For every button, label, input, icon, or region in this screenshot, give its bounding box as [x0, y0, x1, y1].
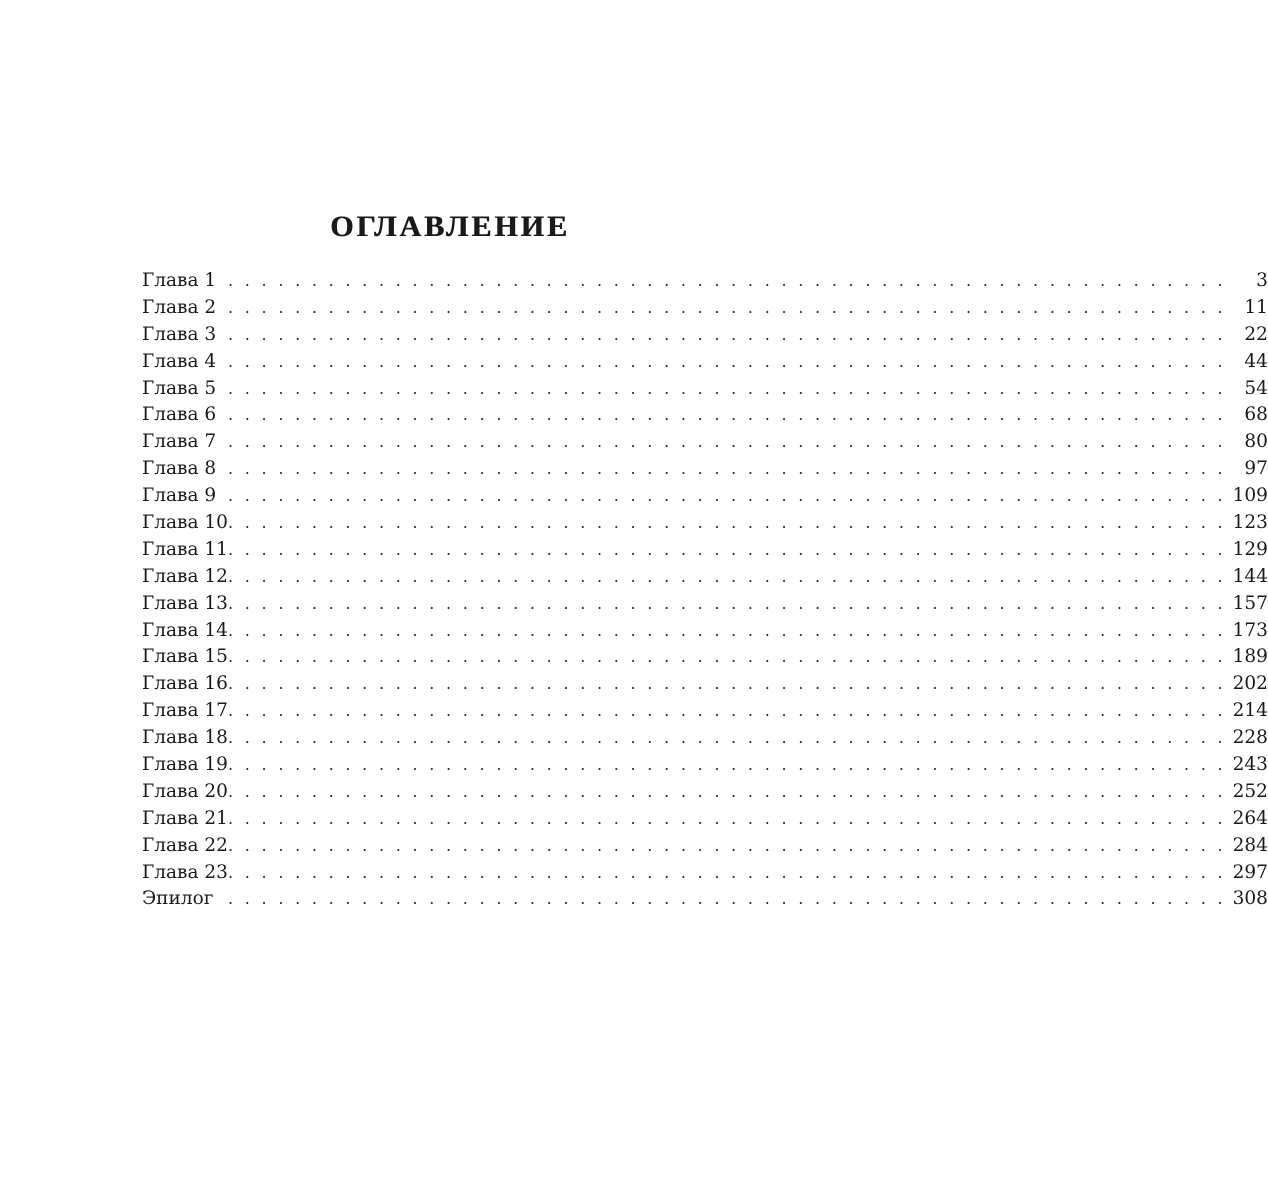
toc-entry — [142, 698, 1268, 725]
toc-entry — [142, 429, 1268, 456]
dot-leader: . . . . . . . . . . . . . . . . . . . . . . . . . . . . . . . . . . . . . . . . . . . . . . . . . . . . . . . . . . . . — [228, 324, 1226, 344]
dot-leader: . . . . . . . . . . . . . . . . . . . . . . . . . . . . . . . . . . . . . . . . . . . . . . . . . . . . . . . . . . . . — [228, 835, 1226, 855]
toc-entry-label: Глава 3 — [142, 323, 217, 345]
toc-entry-page-number: 189 — [1232, 646, 1268, 668]
toc-entry-page-number: 80 — [1244, 431, 1268, 453]
toc-entry — [142, 725, 1268, 752]
toc-entry — [142, 671, 1268, 698]
toc-entry — [142, 860, 1268, 887]
toc-entry — [142, 537, 1268, 564]
toc-entry — [142, 806, 1268, 833]
dot-leader: . . . . . . . . . . . . . . . . . . . . . . . . . . . . . . . . . . . . . . . . . . . . . . . . . . . . . . . . . . . . — [228, 378, 1226, 398]
toc-entry — [142, 886, 1268, 913]
toc-entry-page-number: 252 — [1232, 780, 1268, 802]
dot-leader: . . . . . . . . . . . . . . . . . . . . . . . . . . . . . . . . . . . . . . . . . . . . . . . . . . . . . . . . . . . . — [228, 781, 1226, 801]
dot-leader: . . . . . . . . . . . . . . . . . . . . . . . . . . . . . . . . . . . . . . . . . . . . . . . . . . . . . . . . . . . . — [228, 566, 1226, 586]
toc-entry-label: Глава 12 — [142, 565, 228, 587]
toc-entry-label: Глава 9 — [142, 485, 217, 507]
toc-entry — [142, 833, 1268, 860]
toc-entry-page-number: 3 — [1256, 270, 1268, 291]
toc-entry-label: Глава 21 — [142, 807, 228, 829]
toc-entry-page-number: 228 — [1232, 727, 1268, 749]
toc-entry-page-number: 157 — [1232, 592, 1268, 614]
dot-leader: . . . . . . . . . . . . . . . . . . . . . . . . . . . . . . . . . . . . . . . . . . . . . . . . . . . . . . . . . . . . — [228, 432, 1226, 452]
toc-entry-page-number: 144 — [1232, 565, 1268, 587]
page-title: ОГЛАВЛЕНИЕ — [330, 210, 570, 243]
toc-entry — [142, 322, 1268, 349]
toc-entry — [142, 591, 1268, 618]
toc-entry-page-number: 129 — [1232, 538, 1268, 560]
toc-entry-page-number: 264 — [1232, 807, 1268, 829]
toc-entry — [142, 268, 1268, 295]
toc-entry-page-number: 22 — [1244, 323, 1268, 345]
dot-leader: . . . . . . . . . . . . . . . . . . . . . . . . . . . . . . . . . . . . . . . . . . . . . . . . . . . . . . . . . . . . — [228, 889, 1226, 909]
toc-entry-label: Глава 16 — [142, 673, 228, 695]
toc-entry — [142, 510, 1268, 537]
toc-entry-label: Эпилог — [142, 888, 214, 910]
toc-entry-label: Глава 5 — [142, 377, 217, 399]
toc-entry-page-number: 284 — [1232, 834, 1268, 856]
toc-entry-page-number: 97 — [1244, 458, 1268, 480]
toc-entry-page-number: 202 — [1232, 673, 1268, 695]
toc-entry — [142, 779, 1268, 806]
dot-leader: . . . . . . . . . . . . . . . . . . . . . . . . . . . . . . . . . . . . . . . . . . . . . . . . . . . . . . . . . . . . — [228, 351, 1226, 371]
toc-entry — [142, 376, 1268, 403]
toc-entry-label: Глава 13 — [142, 592, 228, 614]
dot-leader: . . . . . . . . . . . . . . . . . . . . . . . . . . . . . . . . . . . . . . . . . . . . . . . . . . . . . . . . . . . . — [228, 674, 1226, 694]
toc-entry-label: Глава 7 — [142, 431, 217, 453]
toc-entry-label: Глава 6 — [142, 404, 217, 426]
toc-entry-label: Глава 14 — [142, 619, 228, 641]
dot-leader: . . . . . . . . . . . . . . . . . . . . . . . . . . . . . . . . . . . . . . . . . . . . . . . . . . . . . . . . . . . . — [228, 593, 1226, 613]
toc-entry-label: Глава 11 — [142, 538, 228, 560]
dot-leader: . . . . . . . . . . . . . . . . . . . . . . . . . . . . . . . . . . . . . . . . . . . . . . . . . . . . . . . . . . . . — [228, 755, 1226, 775]
toc-entry — [142, 295, 1268, 322]
toc-entry-label: Глава 1 — [142, 270, 217, 291]
dot-leader: . . . . . . . . . . . . . . . . . . . . . . . . . . . . . . . . . . . . . . . . . . . . . . . . . . . . . . . . . . . . — [228, 297, 1226, 317]
toc-entry — [142, 349, 1268, 376]
dot-leader: . . . . . . . . . . . . . . . . . . . . . . . . . . . . . . . . . . . . . . . . . . . . . . . . . . . . . . . . . . . . — [228, 808, 1226, 828]
toc-entry-label: Глава 2 — [142, 296, 217, 318]
dot-leader: . . . . . . . . . . . . . . . . . . . . . . . . . . . . . . . . . . . . . . . . . . . . . . . . . . . . . . . . . . . . — [228, 271, 1226, 290]
dot-leader: . . . . . . . . . . . . . . . . . . . . . . . . . . . . . . . . . . . . . . . . . . . . . . . . . . . . . . . . . . . . — [228, 647, 1226, 667]
toc-entry-label: Глава 15 — [142, 646, 228, 668]
toc-entry-label: Глава 17 — [142, 700, 228, 722]
dot-leader: . . . . . . . . . . . . . . . . . . . . . . . . . . . . . . . . . . . . . . . . . . . . . . . . . . . . . . . . . . . . — [228, 486, 1226, 506]
toc-entry — [142, 564, 1268, 591]
toc-entry-page-number: 297 — [1232, 861, 1268, 883]
toc-entry — [142, 402, 1268, 429]
toc-entry-label: Глава 20 — [142, 780, 228, 802]
toc-entry-page-number: 44 — [1244, 350, 1268, 372]
dot-leader: . . . . . . . . . . . . . . . . . . . . . . . . . . . . . . . . . . . . . . . . . . . . . . . . . . . . . . . . . . . . — [228, 728, 1226, 748]
toc-entry-label: Глава 23 — [142, 861, 228, 883]
dot-leader: . . . . . . . . . . . . . . . . . . . . . . . . . . . . . . . . . . . . . . . . . . . . . . . . . . . . . . . . . . . . — [228, 539, 1226, 559]
dot-leader: . . . . . . . . . . . . . . . . . . . . . . . . . . . . . . . . . . . . . . . . . . . . . . . . . . . . . . . . . . . . — [228, 701, 1226, 721]
toc-entry-page-number: 123 — [1232, 512, 1268, 534]
toc-entry-page-number: 11 — [1244, 296, 1268, 318]
toc-entry — [142, 752, 1268, 779]
dot-leader: . . . . . . . . . . . . . . . . . . . . . . . . . . . . . . . . . . . . . . . . . . . . . . . . . . . . . . . . . . . . — [228, 513, 1226, 533]
toc-entry — [142, 618, 1268, 645]
dot-leader: . . . . . . . . . . . . . . . . . . . . . . . . . . . . . . . . . . . . . . . . . . . . . . . . . . . . . . . . . . . . — [228, 405, 1226, 425]
toc-entry-page-number: 243 — [1232, 754, 1268, 776]
dot-leader: . . . . . . . . . . . . . . . . . . . . . . . . . . . . . . . . . . . . . . . . . . . . . . . . . . . . . . . . . . . . — [228, 620, 1226, 640]
toc-entry-label: Глава 19 — [142, 754, 228, 776]
toc-entry-label: Глава 4 — [142, 350, 217, 372]
toc-entry-page-number: 173 — [1232, 619, 1268, 641]
toc-entry-page-number: 214 — [1232, 700, 1268, 722]
dot-leader: . . . . . . . . . . . . . . . . . . . . . . . . . . . . . . . . . . . . . . . . . . . . . . . . . . . . . . . . . . . . — [228, 862, 1226, 882]
toc-entry-label: Глава 22 — [142, 834, 228, 856]
toc-entry — [142, 644, 1268, 671]
toc-entry-label: Глава 10 — [142, 512, 228, 534]
toc-entry-page-number: 68 — [1244, 404, 1268, 426]
toc-entry — [142, 483, 1268, 510]
toc-entry-label: Глава 18 — [142, 727, 228, 749]
toc-entry-page-number: 109 — [1232, 485, 1268, 507]
toc-entry-label: Глава 8 — [142, 458, 217, 480]
toc-entry-page-number: 54 — [1244, 377, 1268, 399]
dot-leader: . . . . . . . . . . . . . . . . . . . . . . . . . . . . . . . . . . . . . . . . . . . . . . . . . . . . . . . . . . . . — [228, 459, 1226, 479]
toc-entry — [142, 456, 1268, 483]
table-of-contents — [142, 268, 1268, 913]
toc-entry-page-number: 308 — [1232, 888, 1268, 910]
